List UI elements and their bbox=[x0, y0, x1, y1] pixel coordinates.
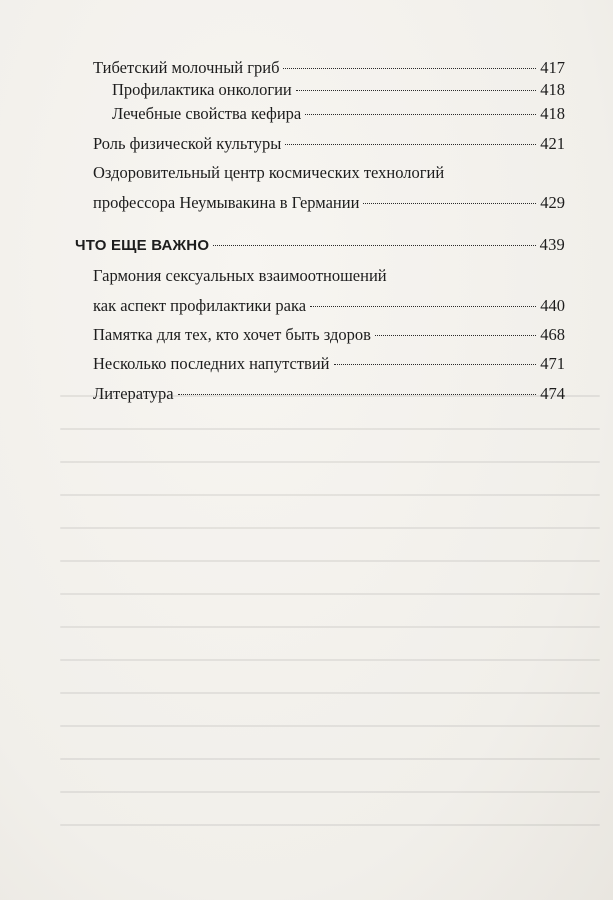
toc-entry[interactable] bbox=[93, 58, 565, 78]
toc-entry[interactable] bbox=[112, 104, 565, 124]
leader-dots bbox=[178, 394, 537, 395]
toc-entry-page: 417 bbox=[540, 58, 565, 77]
toc-entry-page: 418 bbox=[540, 104, 565, 123]
toc-section-heading[interactable] bbox=[75, 235, 565, 256]
toc-section-title: ЧТО ЕЩЕ ВАЖНО bbox=[75, 237, 210, 254]
toc-entry-title: Роль физической культуры bbox=[93, 134, 282, 153]
leader-dots bbox=[285, 144, 536, 145]
toc-entry-page: 421 bbox=[540, 134, 565, 153]
toc-entry[interactable] bbox=[93, 193, 565, 213]
toc-entry-page: 474 bbox=[540, 384, 565, 403]
toc-entry-title: Профилактика онкологии bbox=[112, 80, 292, 99]
toc-entry[interactable] bbox=[93, 296, 565, 316]
toc-entry-title: Гармония сексуальных взаимоотношений bbox=[93, 266, 387, 285]
toc-entry-page: 468 bbox=[540, 325, 565, 344]
toc-entry-title: Литература bbox=[93, 384, 174, 403]
toc-entry[interactable] bbox=[112, 80, 565, 100]
toc-entry-page: 471 bbox=[540, 354, 565, 373]
bleed-through-texture bbox=[60, 395, 600, 895]
toc-entry-line[interactable] bbox=[93, 163, 565, 183]
toc-entry-line[interactable] bbox=[93, 266, 565, 286]
toc-entry-title: Несколько последних напутствий bbox=[93, 354, 330, 373]
leader-dots bbox=[375, 335, 536, 336]
toc-entry-page: 429 bbox=[540, 193, 565, 212]
leader-dots bbox=[296, 90, 536, 91]
toc-entry-page: 439 bbox=[539, 235, 565, 254]
toc-entry-page: 418 bbox=[540, 80, 565, 99]
leader-dots bbox=[305, 114, 536, 115]
leader-dots bbox=[310, 306, 536, 307]
leader-dots bbox=[213, 245, 535, 246]
leader-dots bbox=[283, 68, 536, 69]
toc-entry[interactable] bbox=[93, 354, 565, 374]
toc-entry[interactable] bbox=[93, 325, 565, 345]
toc-entry-title: Оздоровительный центр космических технологий bbox=[93, 163, 445, 182]
toc-entry-title: профессора Неумывакина в Германии bbox=[93, 193, 360, 212]
leader-dots bbox=[334, 364, 537, 365]
toc-entry-title: Тибетский молочный гриб bbox=[93, 58, 280, 77]
toc-entry[interactable] bbox=[93, 384, 565, 404]
toc-entry-page: 440 bbox=[540, 296, 565, 315]
toc-entry[interactable] bbox=[93, 134, 565, 154]
table-of-contents bbox=[0, 0, 613, 420]
toc-entry-title: как аспект профилактики рака bbox=[93, 296, 307, 315]
toc-entry-title: Лечебные свойства кефира bbox=[112, 104, 302, 123]
leader-dots bbox=[363, 203, 536, 204]
toc-entry-title: Памятка для тех, кто хочет быть здоров bbox=[93, 325, 371, 344]
